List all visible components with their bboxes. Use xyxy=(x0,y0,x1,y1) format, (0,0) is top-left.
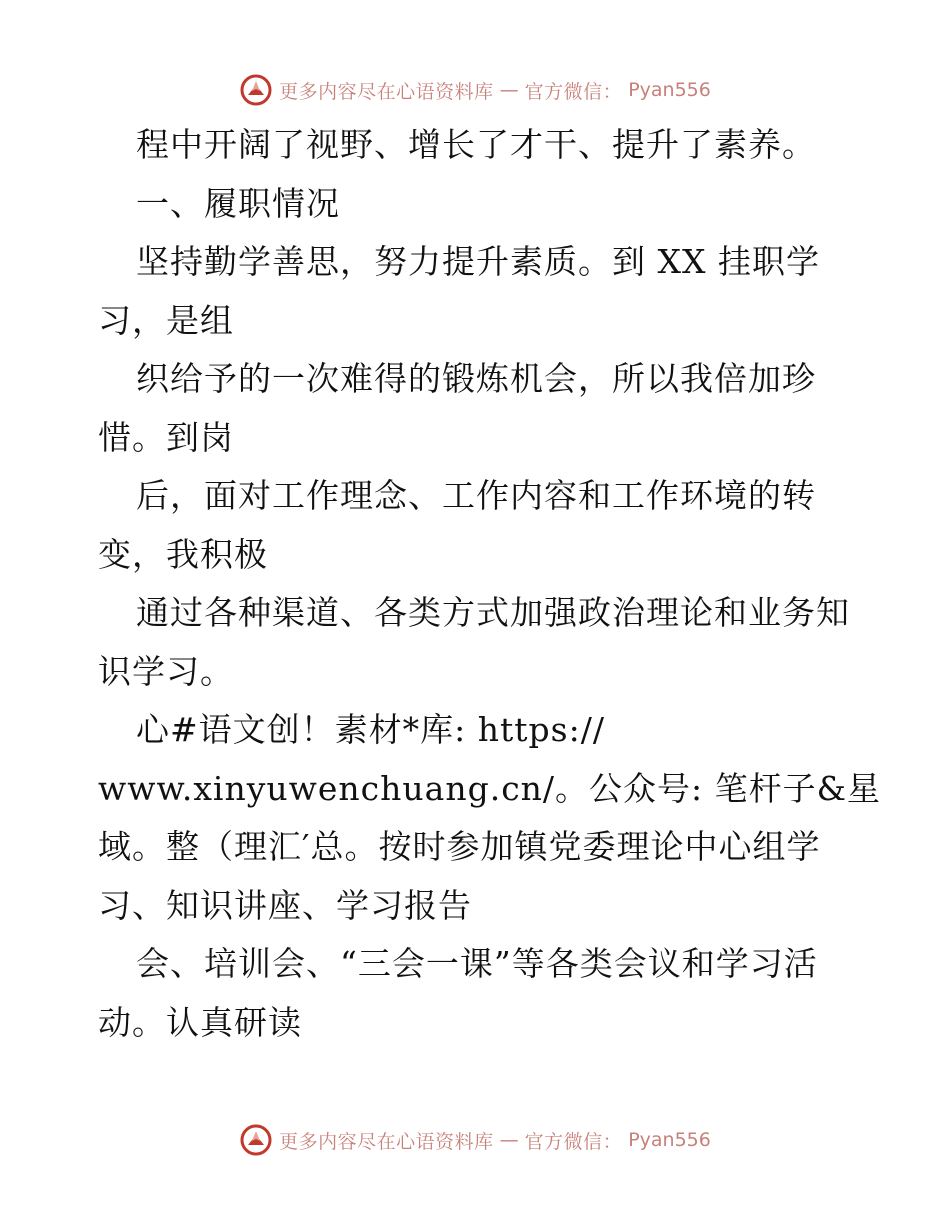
paragraph-line: 惜。到岗 xyxy=(98,417,234,457)
paragraph-line: 习、知识讲座、学习报告 xyxy=(98,885,472,925)
paragraph-line: 识学习。 xyxy=(98,651,234,691)
footer-watermark xyxy=(0,1120,950,1160)
paragraph-line: 坚持勤学善思，努力提升素质。到 XX 挂职学 xyxy=(136,242,820,281)
watermark-text: 更多内容尽在心语资料库 xyxy=(279,80,494,103)
paragraph-line: 习，是组 xyxy=(98,300,234,340)
watermark-wechat-label: 官方微信： xyxy=(524,1130,623,1153)
book-pen-icon xyxy=(239,73,273,107)
book-pen-icon xyxy=(239,1123,273,1157)
paragraph-line: 会、培训会、“三会一课”等各类会议和学习活 xyxy=(136,944,818,983)
paragraph-line: 织给予的一次难得的锻炼机会，所以我倍加珍 xyxy=(136,359,816,398)
paragraph-line: 域。整（理汇′总。按时参加镇党委理论中心组学 xyxy=(98,827,821,866)
paragraph-line: 通过各种渠道、各类方式加强政治理论和业务知 xyxy=(136,593,850,632)
section-heading: 一、履职情况 xyxy=(136,183,340,223)
watermark-wechat-label: 官方微信： xyxy=(524,80,623,103)
watermark-wechat-id: Pyan556 xyxy=(628,79,711,101)
paragraph-line: 程中开阔了视野、增长了才干、提升了素养。 xyxy=(136,125,816,164)
watermark-text: 更多内容尽在心语资料库 xyxy=(279,1130,494,1153)
paragraph-line: 心#语文创！素材*库: https:// xyxy=(136,710,605,749)
watermark-wechat-id: Pyan556 xyxy=(628,1129,711,1151)
paragraph-line: 变，我积极 xyxy=(98,534,268,574)
document-body xyxy=(98,116,882,1052)
paragraph-line: 后，面对工作理念、工作内容和工作环境的转 xyxy=(136,476,816,515)
paragraph-line: www.xinyuwenchuang.cn/。公众号: 笔杆子&星 xyxy=(98,768,882,808)
header-watermark xyxy=(0,70,950,110)
watermark-separator: — xyxy=(499,1129,519,1151)
watermark-separator: — xyxy=(499,79,519,101)
paragraph-line: 动。认真研读 xyxy=(98,1002,302,1042)
